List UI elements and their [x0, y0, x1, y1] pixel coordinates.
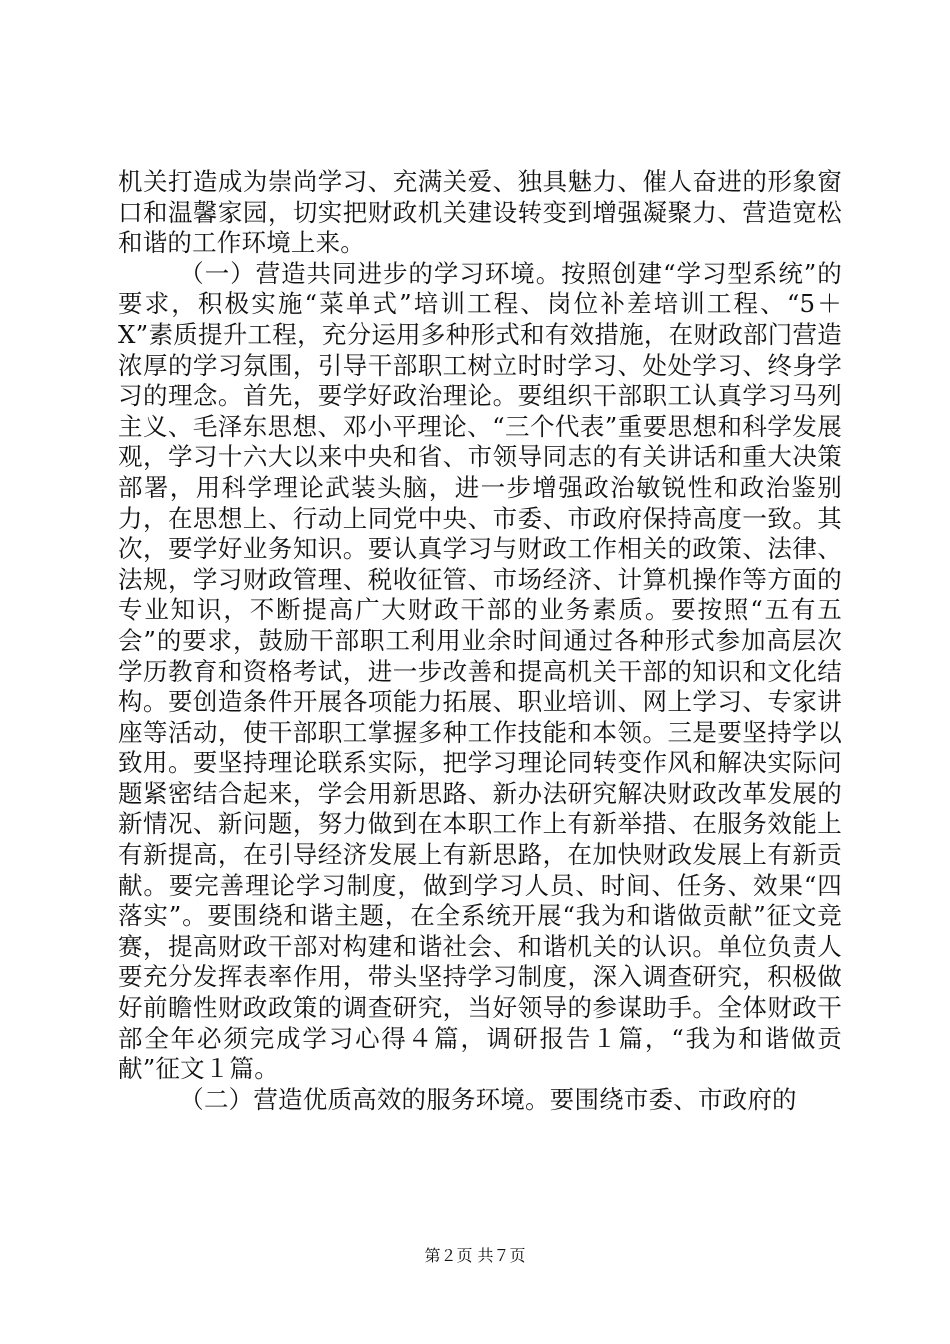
paragraph-service-environment: （二）营造优质高效的服务环境。要围绕市委、市政府的: [179, 1084, 797, 1114]
page-footer: [0, 1245, 950, 1267]
document-body: [118, 167, 842, 1115]
paragraph-learning-environment: （一）营造共同进步的学习环境。按照创建“学习型系统”的要求，积极实施“菜单式”培训工程、岗位补差培训工程、“5＋X”素质提升工程，充分运用多种形式和有效措施，在财政部门营造浓厚的学习氛围，引导干部职工树立时时学习、处处学习、终身学习的理念。首先，要学好政治理论。要组织干部职工认真学习马列主义、毛泽东思想、邓小平理论、“三个代表”重要思想和科学发展观，学习十六大以来中央和省、市领导同志的有关讲话和重大决策部署，用科学理论武装头脑，进一步增强政治敏锐性和政治鉴别力，在思想上、行动上同党中央、市委、市政府保持高度一致。其次，要学好业务知识。要认真学习与财政工作相关的政策、法律、法规，学习财政管理、税收征管、市场经济、计算机操作等方面的专业知识，不断提高广大财政干部的业务素质。要按照“五有五会”的要求，鼓励干部职工利用业余时间通过各种形式参加高层次学历教育和资格考试，进一步改善和提高机关干部的知识和文化结构。要创造条件开展各项能力拓展、职业培训、网上学习、专家讲座等活动，使干部职工掌握多种工作技能和本领。三是要坚持学以致用。要坚持理论联系实际，把学习理论同转变作风和解决实际问题紧密结合起来，学会用新思路、新办法研究解决财政改革发展的新情况、新问题，努力做到在本职工作上有新举措、在服务效能上有新提高，在引导经济发展上有新思路，在加快财政发展上有新贡献。要完善理论学习制度，做到学习人员、时间、任务、效果“四落实”。要围绕和谐主题，在全系统开展“我为和谐做贡献”征文竞赛，提高财政干部对构建和谐社会、和谐机关的认识。单位负责人要充分发挥表率作用，带头坚持学习制度，深入调查研究，积极做好前瞻性财政政策的调查研究，当好领导的参谋助手。全体财政干部全年必须完成学习心得４篇，调研报告１篇，“我为和谐做贡献”征文１篇。: [118, 258, 842, 1084]
page-number: 第２页 共７页: [424, 1246, 526, 1265]
paragraph-continuation: 机关打造成为崇尚学习、充满关爱、独具魅力、催人奋进的形象窗口和温馨家园，切实把财政机关建设转变到增强凝聚力、营造宽松和谐的工作环境上来。: [118, 167, 842, 258]
